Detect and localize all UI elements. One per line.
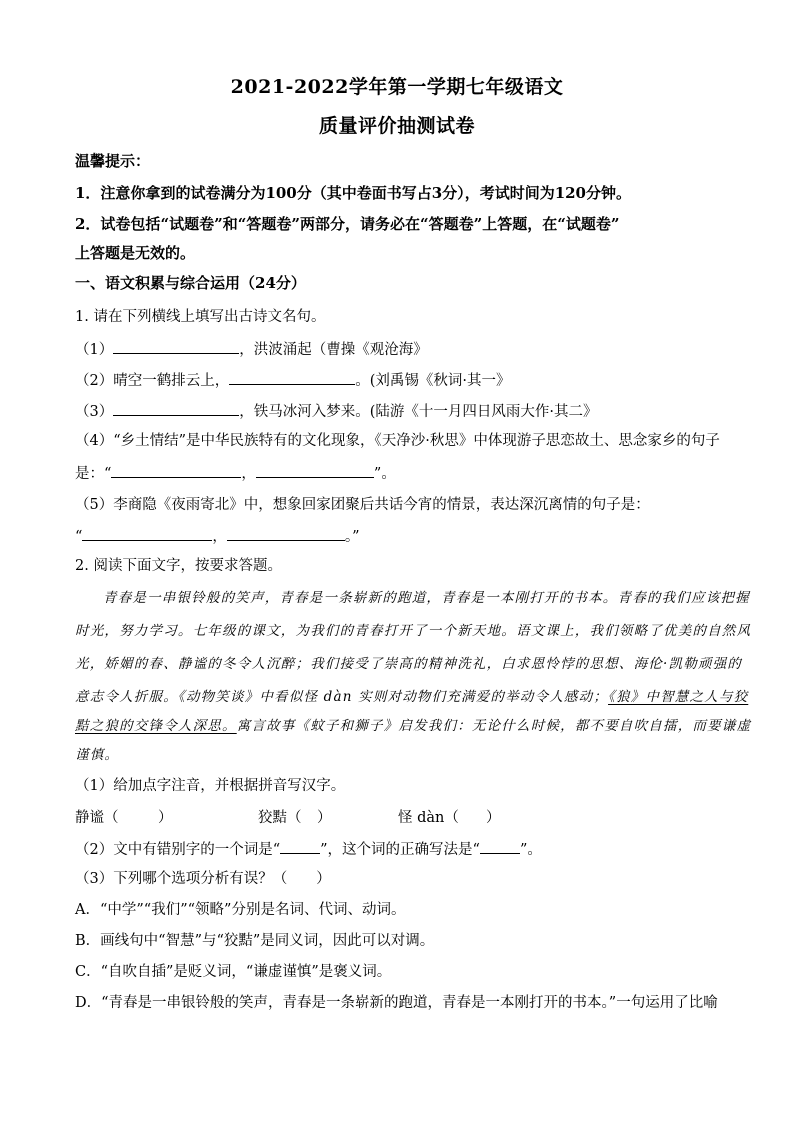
answer-blank[interactable] (111, 462, 241, 478)
item-text: ，洪波涌起（曹操《观沧海》 (239, 342, 428, 358)
passage-line-2: 时光，努力学习。七年级的课文，为我们的青春打开了一个新天地。语文课上，我们领略了优美的自然风 (75, 623, 752, 639)
item-text: ”。 (519, 842, 542, 858)
pinyin-word-2-close: ） (317, 810, 332, 826)
question-2-sub-2 (75, 838, 725, 860)
option-d[interactable]: D．“青春是一串银铃般的笑声，青春是一条崭新的跑道，青春是一本刚打开的书本。”一句运用了比喻 (75, 995, 718, 1011)
question-1-stem: 1. 请在下列横线上填写出古诗文名句。 (75, 309, 326, 325)
question-1-item-4-cont (75, 462, 725, 484)
item-text: 。(刘禹锡《秋词·其一》 (355, 373, 511, 389)
notice-item-2: 2．试卷包括“试题卷”和“答题卷”两部分，请务必在“答题卷”上答题，在“试题卷” (75, 215, 620, 233)
item-number: （1） (75, 342, 114, 358)
section-heading: 一、语文积累与综合运用（24分） (75, 274, 306, 292)
notice-item-1: 1．注意你拿到的试卷满分为100分（其中卷面书写占3分），考试时间为120分钟。 (75, 184, 631, 202)
question-1-item-5: （5）李商隐《夜雨寄北》中，想象回家团聚后共话今宵的情景，表达深沉离情的句子是： (75, 497, 650, 513)
pinyin-word-1: 静谧（ (75, 810, 119, 826)
question-1-item-4: （4）“乡土情结”是中华民族特有的文化现象，《天净沙·秋思》中体现游子思恋故土、思念家乡的句子 (75, 433, 720, 449)
notice-item-2-cont: 上答题是无效的。 (75, 244, 196, 262)
question-1-item-1 (75, 338, 725, 360)
answer-blank[interactable] (229, 369, 355, 385)
passage-line-6: 谨慎。 (75, 747, 120, 763)
passage-line-3: 光，娇媚的春、静谧的冬令人沉醉；我们接受了崇高的精神洗礼，白求恩怜悖的思想、海伦·凯勒顽强的 (75, 656, 742, 672)
question-2-sub-3: （3）下列哪个选项分析有误？（ ） (75, 871, 331, 887)
item-text: ”。 (373, 466, 396, 482)
item-text: （2）晴空一鹤排云上， (75, 373, 230, 389)
item-number: （3） (75, 404, 114, 420)
item-text: （2）文中有错别字的一个词是“ (75, 842, 281, 858)
pinyin-word-3-close: ） (486, 810, 501, 826)
question-1-item-2 (75, 369, 725, 391)
pinyin-word-2: 狡黠（ (258, 810, 302, 826)
answer-blank[interactable] (480, 838, 520, 854)
passage-text: 寓言故事《蚊子和狮子》启发我们：无论什么时候，都不要自吹自擂，而要谦虚 (236, 718, 752, 734)
item-text: ，铁马冰河入梦来。(陆游《十一月四日风雨大作·其二》 (239, 404, 598, 420)
item-text: 是：“ (75, 466, 112, 482)
underlined-sentence: 黠之狼的交锋令人深思。 (75, 718, 237, 734)
pinyin-word-3: 怪 dàn（ (398, 810, 459, 826)
item-text: ”，这个词的正确写法是“ (320, 842, 480, 858)
answer-blank[interactable] (113, 400, 239, 416)
question-1-item-5-cont (75, 525, 725, 547)
item-text: ， (241, 466, 256, 482)
answer-blank[interactable] (113, 338, 239, 354)
item-text: “ (75, 529, 83, 545)
question-2-sub-1: （1）给加点字注音，并根据拼音写汉字。 (75, 778, 346, 794)
item-text: ， (212, 529, 227, 545)
option-c[interactable]: C．“自吹自插”是贬义词，“谦虚谨慎”是褒义词。 (75, 964, 392, 980)
answer-blank[interactable] (256, 462, 374, 478)
item-text: 。” (344, 529, 360, 545)
passage-line-4 (75, 687, 749, 707)
passage-line-5 (75, 716, 752, 736)
notice-heading: 温馨提示： (75, 152, 151, 170)
option-a[interactable]: A．“中学”“我们”“领略”分别是名词、代词、动词。 (75, 902, 406, 918)
question-2-stem: 2. 阅读下面文字，按要求答题。 (75, 558, 282, 574)
pinyin-word-1-close: ） (158, 810, 173, 826)
underlined-sentence: 《狼》中智慧之人与狡 (608, 689, 749, 705)
answer-blank[interactable] (82, 525, 212, 541)
passage-text: 意志令人折服。《动物笑谈》中看似怪 dàn 实则对动物们充满爱的举动令人感动； (75, 689, 609, 705)
passage-line-1: 青春是一串银铃般的笑声，青春是一条崭新的跑道，青春是一本刚打开的书本。青春的我们应该把握 (103, 590, 750, 606)
option-b[interactable]: B．画线句中“智慧”与“狡黠”是同义词，因此可以对调。 (75, 933, 435, 949)
exam-subtitle: 质量评价抽测试卷 (318, 115, 475, 137)
question-1-item-3 (75, 400, 725, 422)
answer-blank[interactable] (280, 838, 320, 854)
exam-title: 2021-2022学年第一学期七年级语文 (230, 76, 564, 98)
answer-blank[interactable] (227, 525, 345, 541)
